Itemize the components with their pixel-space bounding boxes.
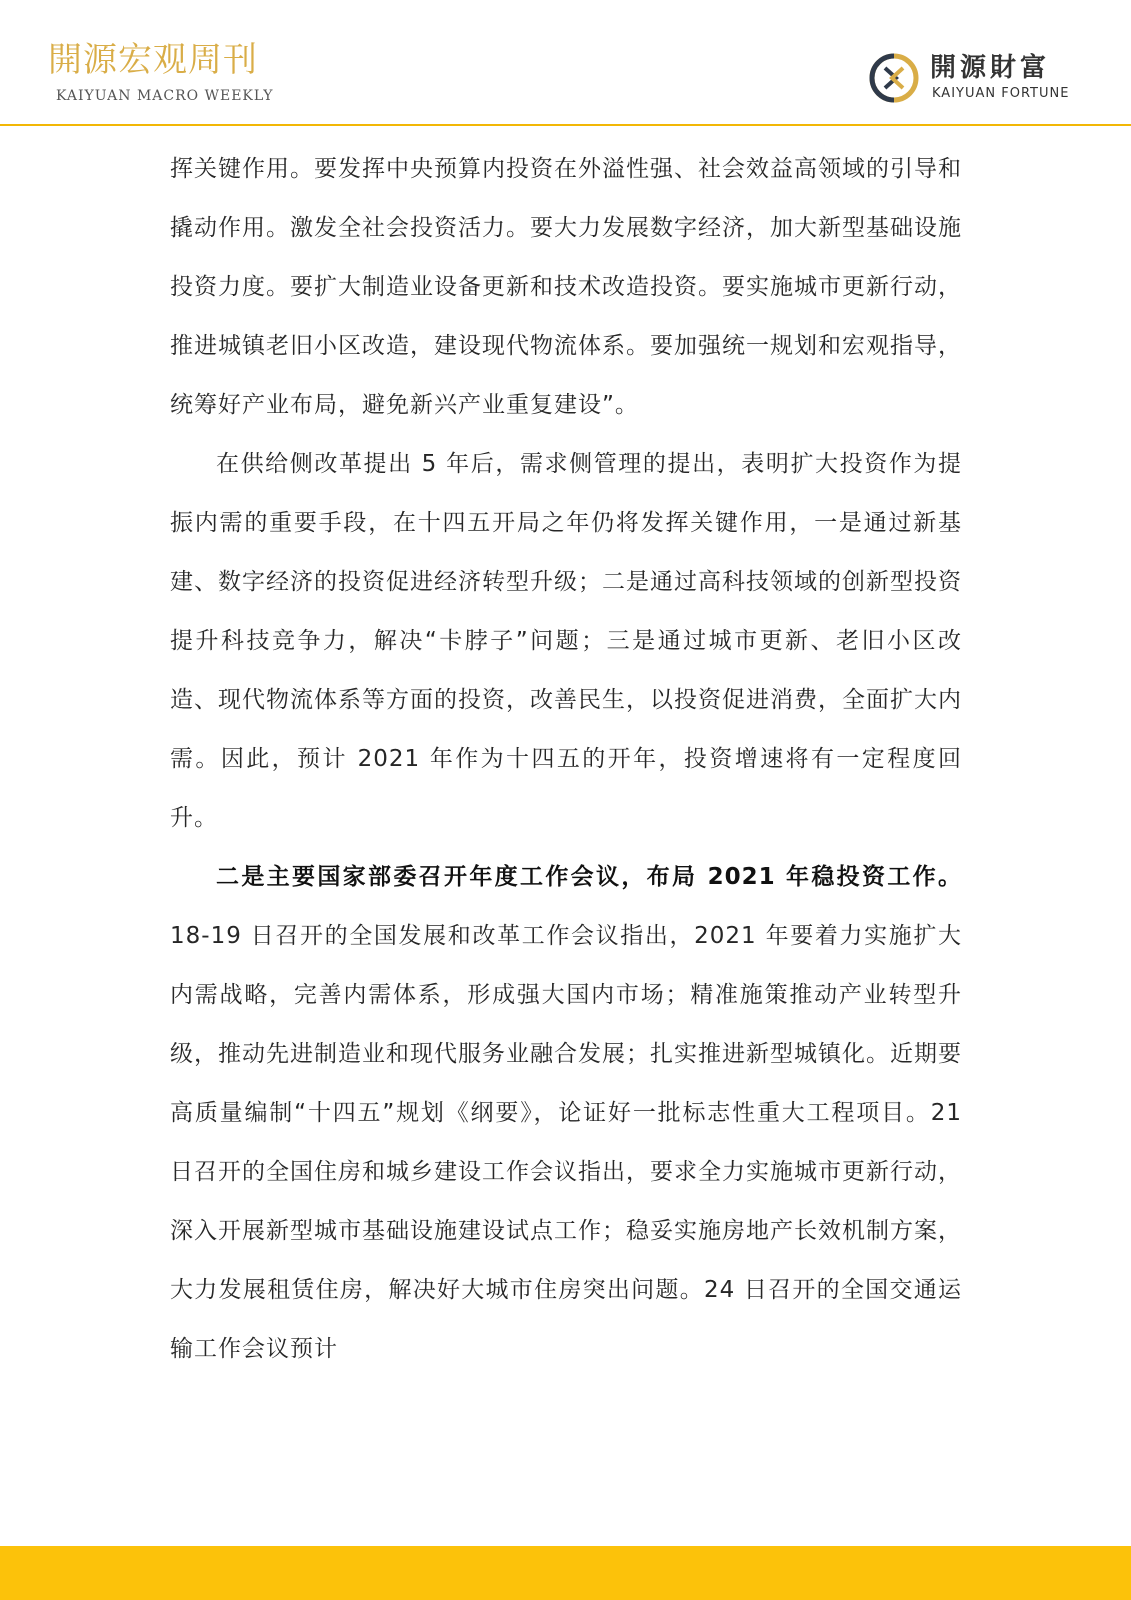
article-body: [170, 140, 962, 1379]
kaiyuan-logo-icon: [868, 52, 920, 104]
paragraph-2: 在供给侧改革提出 5 年后，需求侧管理的提出，表明扩大投资作为提振内需的重要手段，在十四五开局之年仍将发挥关键作用，一是通过新基建、数字经济的投资促进经济转型升级；二是通过高科技领域的创新型投资提升科技竞争力，解决“卡脖子”问题；三是通过城市更新、老旧小区改造、现代物流体系等方面的投资，改善民生，以投资促进消费，全面扩大内需。因此，预计 2021 年作为十四五的开年，投资增速将有一定程度回升。: [170, 451, 962, 831]
page-header: [0, 0, 1131, 126]
paragraph-1: 挥关键作用。要发挥中央预算内投资在外溢性强、社会效益高领域的引导和撬动作用。激发全社会投资活力。要大力发展数字经济，加大新型基础设施投资力度。要扩大制造业设备更新和技术改造投资。要实施城市更新行动，推进城镇老旧小区改造，建设现代物流体系。要加强统一规划和宏观指导，统筹好产业布局，避免新兴产业重复建设”。: [170, 156, 962, 418]
footer-bar: [0, 1546, 1131, 1600]
paragraph-3-text: 18-19 日召开的全国发展和改革工作会议指出，2021 年要着力实施扩大内需战略，完善内需体系，形成强大国内市场；精准施策推动产业转型升级，推动先进制造业和现代服务业融合发展；扎实推进新型城镇化。近期要高质量编制“十四五”规划《纲要》，论证好一批标志性重大工程项目。21 日召开的全国住房和城乡建设工作会议指出，要求全力实施城市更新行动，深入开展新型城市基础设施建设试点工作；稳妥实施房地产长效机制方案，大力发展租赁住房，解决好大城市住房突出问题。24 日召开的全国交通运输工作会议预计: [170, 923, 962, 1362]
paragraph-3: [170, 848, 962, 1379]
company-logo: [868, 52, 1098, 104]
publication-title: 開源宏观周刊: [48, 40, 258, 80]
header-divider: [0, 124, 1131, 126]
logo-chinese-name: 開源財富: [930, 53, 1051, 83]
publication-subtitle: KAIYUAN MACRO WEEKLY: [56, 88, 274, 104]
logo-english-name: KAIYUAN FORTUNE: [932, 86, 1070, 101]
paragraph-3-heading: 二是主要国家部委召开年度工作会议，布局 2021 年稳投资工作。: [216, 864, 962, 890]
